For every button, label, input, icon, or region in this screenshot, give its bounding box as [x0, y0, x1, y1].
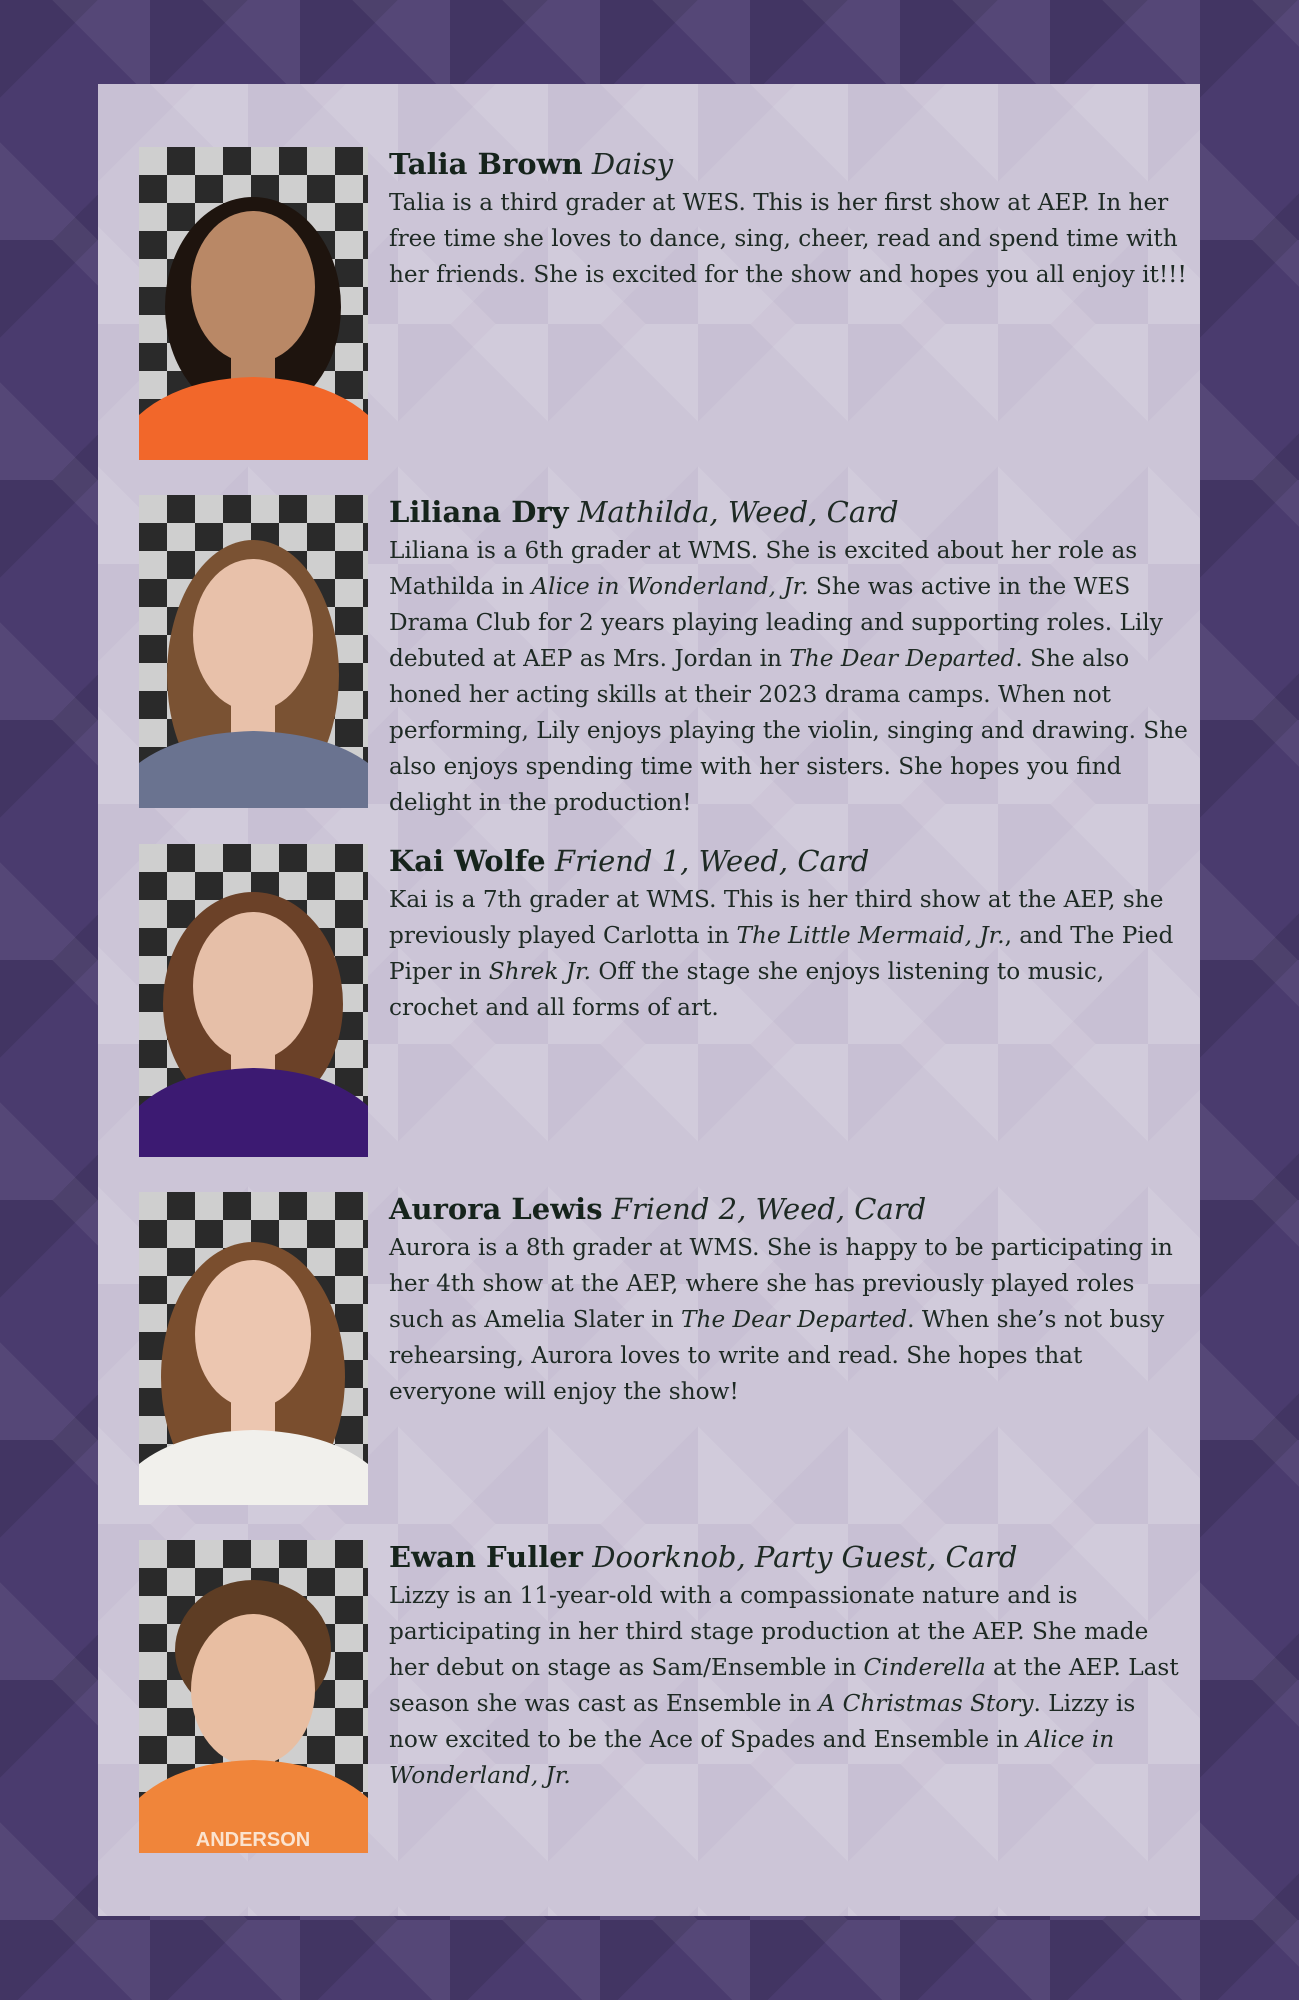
headshot-photo: [139, 844, 368, 1157]
bio-heading: [389, 844, 1189, 878]
face: [193, 559, 313, 711]
face: [191, 211, 315, 363]
bio-text: [389, 1192, 1189, 1410]
headshot-illustration: [139, 495, 368, 808]
shirt-print: ANDERSON: [195, 1829, 311, 1851]
bio-heading: [389, 1192, 1189, 1226]
cast-description: Talia is a third grader at WES. This is her first show at AEP. In her free time she loves to dance, sing, cheer, read and spend time with her friends. She is excited for the show and hopes you all enjoy it!!!: [389, 189, 1187, 288]
bio-text: [389, 147, 1189, 293]
bio-heading: [389, 1540, 1189, 1574]
cast-description: Aurora is a 8th grader at WMS. She is happy to be participating in her 4th show at the AEP, where she has previously played roles such as Amelia Slater in The Dear Departed. When she’s not busy rehearsing, Aurora loves to write and read. She hopes that everyone will enjoy the show!: [389, 1234, 1173, 1405]
cast-role: Friend 2, Weed, Card: [611, 1192, 927, 1226]
headshot-illustration: [139, 844, 368, 1157]
face: [191, 1614, 315, 1766]
cast-description: Kai is a 7th grader at WMS. This is her third show at the AEP, she previously played Carlotta in The Little Mermaid, Jr., and The Pied Piper in Shrek Jr. Off the stage she enjoys listening to music, crochet and all forms of art.: [389, 886, 1174, 1021]
headshot-illustration: [139, 147, 368, 460]
cast-role: Daisy: [591, 147, 674, 181]
face: [195, 1260, 311, 1408]
cast-name: Aurora Lewis: [389, 1192, 603, 1226]
headshot-photo: [139, 147, 368, 460]
cast-name: Liliana Dry: [389, 495, 569, 529]
bio-heading: [389, 147, 1189, 181]
shirt: [139, 377, 368, 460]
cast-name: Ewan Fuller: [389, 1540, 583, 1574]
bio-text: [389, 495, 1189, 821]
shirt: [139, 1068, 368, 1157]
headshot-photo: [139, 1540, 368, 1853]
cast-description: Lizzy is an 11-year-old with a compassionate nature and is participating in her third stage production at the AEP. She made her debut on stage as Sam/Ensemble in Cinderella at the AEP. Last season she was cast as Ensemble in A Christmas Story. Lizzy is now excited to be the Ace of Spades and Ensemble in Alice in Wonderland, Jr.: [389, 1582, 1179, 1789]
bio-text: [389, 844, 1189, 1026]
cast-description: Liliana is a 6th grader at WMS. She is excited about her role as Mathilda in Alice in Wonderland, Jr. She was active in the WES Drama Club for 2 years playing leading and supporting roles. Lily debuted at AEP as Mrs. Jordan in The Dear Departed. She also honed her acting skills at their 2023 drama camps. When not performing, Lily enjoys playing the violin, singing and drawing. She also enjoys spending time with her sisters. She hopes you find delight in the production!: [389, 537, 1188, 816]
headshot-illustration: [139, 1192, 368, 1505]
cast-name: Kai Wolfe: [389, 844, 546, 878]
headshot-photo: [139, 495, 368, 808]
face: [193, 912, 313, 1060]
headshot-illustration: [139, 1540, 368, 1853]
bio-heading: [389, 495, 1189, 529]
bio-text: [389, 1540, 1189, 1794]
shirt: [139, 731, 368, 808]
cast-bio-panel: [98, 84, 1200, 1916]
headshot-photo: [139, 1192, 368, 1505]
cast-role: Friend 1, Weed, Card: [554, 844, 870, 878]
cast-name: Talia Brown: [389, 147, 583, 181]
cast-role: Doorknob, Party Guest, Card: [592, 1540, 1018, 1574]
cast-role: Mathilda, Weed, Card: [577, 495, 899, 529]
